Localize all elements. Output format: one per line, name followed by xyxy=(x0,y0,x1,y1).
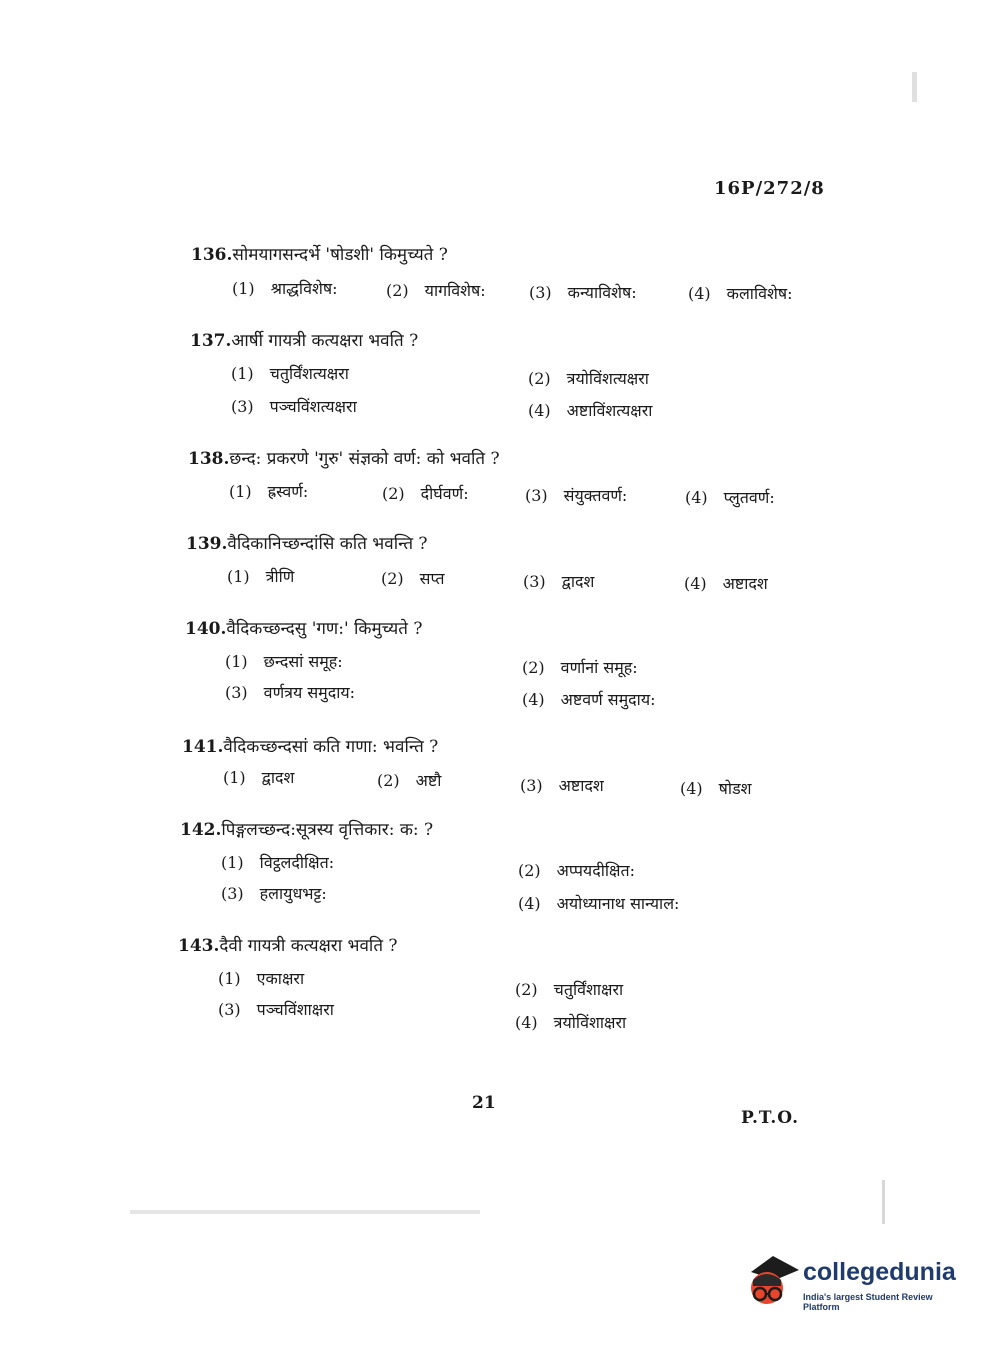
collegedunia-logo xyxy=(745,1250,970,1314)
option: (2) वर्णानां समूह: xyxy=(522,658,638,677)
option: (2) सप्त xyxy=(381,569,445,588)
option: (4) अष्टवर्ण समुदाय: xyxy=(522,690,656,709)
option: (4) कलाविशेष: xyxy=(688,284,793,303)
option: (1) एकाक्षरा xyxy=(218,969,305,988)
option: (1) द्वादश xyxy=(223,768,295,787)
option: (1) श्राद्धविशेष: xyxy=(232,279,338,298)
question-142: 142.पिङ्गलच्छन्द:सूत्रस्य वृत्तिकार: क: ? xyxy=(180,820,434,840)
question-143: 143.दैवी गायत्री कत्यक्षरा भवति ? xyxy=(178,936,398,956)
question-141: 141.वैदिकच्छन्दसां कति गणा: भवन्ति ? xyxy=(182,737,439,757)
option: (4) अष्टादश xyxy=(684,574,768,593)
option: (4) प्लुतवर्ण: xyxy=(685,488,775,507)
question-139: 139.वैदिकानिच्छन्दांसि कति भवन्ति ? xyxy=(186,534,428,554)
question-136: 136.सोमयागसन्दर्भे 'षोडशी' किमुच्यते ? xyxy=(191,245,448,265)
option: (3) अष्टादश xyxy=(520,776,604,795)
option: (3) द्वादश xyxy=(523,572,595,591)
option: (2) अप्पयदीक्षित: xyxy=(518,861,635,880)
page-number: 21 xyxy=(472,1093,496,1113)
option: (2) त्रयोविंशत्यक्षरा xyxy=(528,369,649,388)
option: (1) चतुर्विंशत्यक्षरा xyxy=(231,364,349,383)
question-140: 140.वैदिकच्छन्दसु 'गण:' किमुच्यते ? xyxy=(185,619,423,639)
option: (3) संयुक्तवर्ण: xyxy=(525,486,628,505)
option: (4) अयोध्यानाथ सान्याल: xyxy=(518,894,680,913)
option: (3) वर्णत्रय समुदाय: xyxy=(225,683,356,702)
option: (1) छन्दसां समूह: xyxy=(225,652,343,671)
logo-tagline: India's largest Student Review Platform xyxy=(803,1292,933,1312)
option: (2) यागविशेष: xyxy=(386,281,486,300)
option: (3) कन्याविशेष: xyxy=(529,283,637,302)
option: (3) हलायुधभट्ट: xyxy=(221,884,327,903)
logo-wordmark: collegedunia xyxy=(803,1258,956,1286)
option: (2) चतुर्विंशाक्षरा xyxy=(515,980,624,999)
question-138: 138.छन्द: प्रकरणे 'गुरु' संज्ञको वर्ण: को भवति ? xyxy=(188,449,500,469)
mascot-icon xyxy=(745,1250,801,1314)
scan-artifact xyxy=(882,1180,885,1224)
scan-artifact xyxy=(912,72,917,102)
option: (1) ह्रस्वर्ण: xyxy=(229,482,309,501)
option: (4) त्रयोविंशाक्षरा xyxy=(515,1013,627,1032)
question-137: 137.आर्षी गायत्री कत्यक्षरा भवति ? xyxy=(190,331,419,351)
scan-artifact xyxy=(130,1210,480,1214)
pto-label: P.T.O. xyxy=(741,1108,799,1128)
option: (1) विट्ठलदीक्षित: xyxy=(221,853,335,872)
option: (4) अष्टाविंशत्यक्षरा xyxy=(528,401,653,420)
option: (2) अष्टौ xyxy=(377,771,442,790)
option: (2) दीर्घवर्ण: xyxy=(382,484,469,503)
option: (4) षोडश xyxy=(680,779,752,798)
option: (1) त्रीणि xyxy=(227,567,295,586)
option: (3) पञ्चविंशाक्षरा xyxy=(218,1000,334,1019)
option: (3) पञ्चविंशत्यक्षरा xyxy=(231,397,357,416)
paper-code: 16P/272/8 xyxy=(714,178,825,199)
